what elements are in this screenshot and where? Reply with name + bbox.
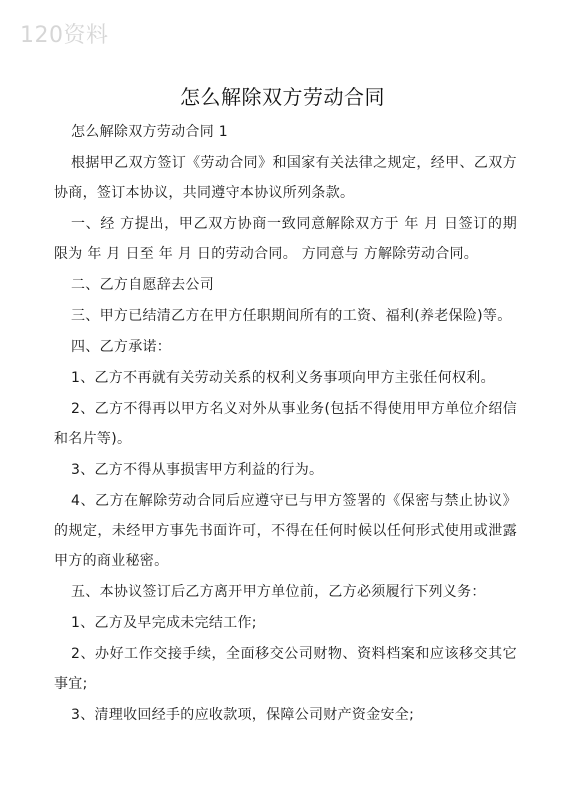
paragraph-clause-5-item-2: 2、办好工作交接手续，全面移交公司财物、资料档案和应该移交其它事宜; xyxy=(54,646,517,692)
paragraph-clause-5: 五、本协议签订后乙方离开甲方单位前，乙方必须履行下列义务： xyxy=(71,584,486,600)
paragraph-subtitle: 怎么解除双方劳动合同 1 xyxy=(71,124,228,140)
paragraph-clause-4-item-1: 1、乙方不再就有关劳动关系的权利义务事项向甲方主张任何权利。 xyxy=(71,370,495,386)
paragraph-clause-4-item-4: 4、乙方在解除劳动合同后应遵守已与甲方签署的《保密与禁止协议》的规定，未经甲方事先书面许可，不得在任何时候以任何形式使用或泄露甲方的商业秘密。 xyxy=(54,493,517,569)
paragraph-clause-4: 四、乙方承诺： xyxy=(71,339,172,355)
paragraph-clause-4-item-3: 3、乙方不得从事损害甲方利益的行为。 xyxy=(71,462,324,478)
paragraph-preamble: 根据甲乙双方签订《劳动合同》和国家有关法律之规定，经甲、乙双方协商，签订本协议，共同遵守本协议所列条款。 xyxy=(54,155,517,201)
document-title: 怎么解除双方劳动合同 xyxy=(180,85,385,110)
document-body xyxy=(54,117,517,730)
paragraph-clause-3: 三、甲方已结清乙方在甲方任职期间所有的工资、福利(养老保险)等。 xyxy=(71,308,512,324)
paragraph-clause-5-item-1: 1、乙方及早完成未完结工作; xyxy=(71,615,257,631)
watermark: 120资料 xyxy=(20,23,109,48)
paragraph-clause-5-item-3: 3、清理收回经手的应收款项，保障公司财产资金安全; xyxy=(71,707,415,723)
paragraph-clause-2: 二、乙方自愿辞去公司 xyxy=(71,277,214,293)
paragraph-clause-1: 一、经 方提出，甲乙双方协商一致同意解除双方于 年 月 日签订的期限为 年 月 日至 年 月 日的劳动合同。 方同意与 方解除劳动合同。 xyxy=(54,216,517,262)
paragraph-clause-4-item-2: 2、乙方不得再以甲方名义对外从事业务(包括不得使用甲方单位介绍信和名片等)。 xyxy=(54,401,517,447)
